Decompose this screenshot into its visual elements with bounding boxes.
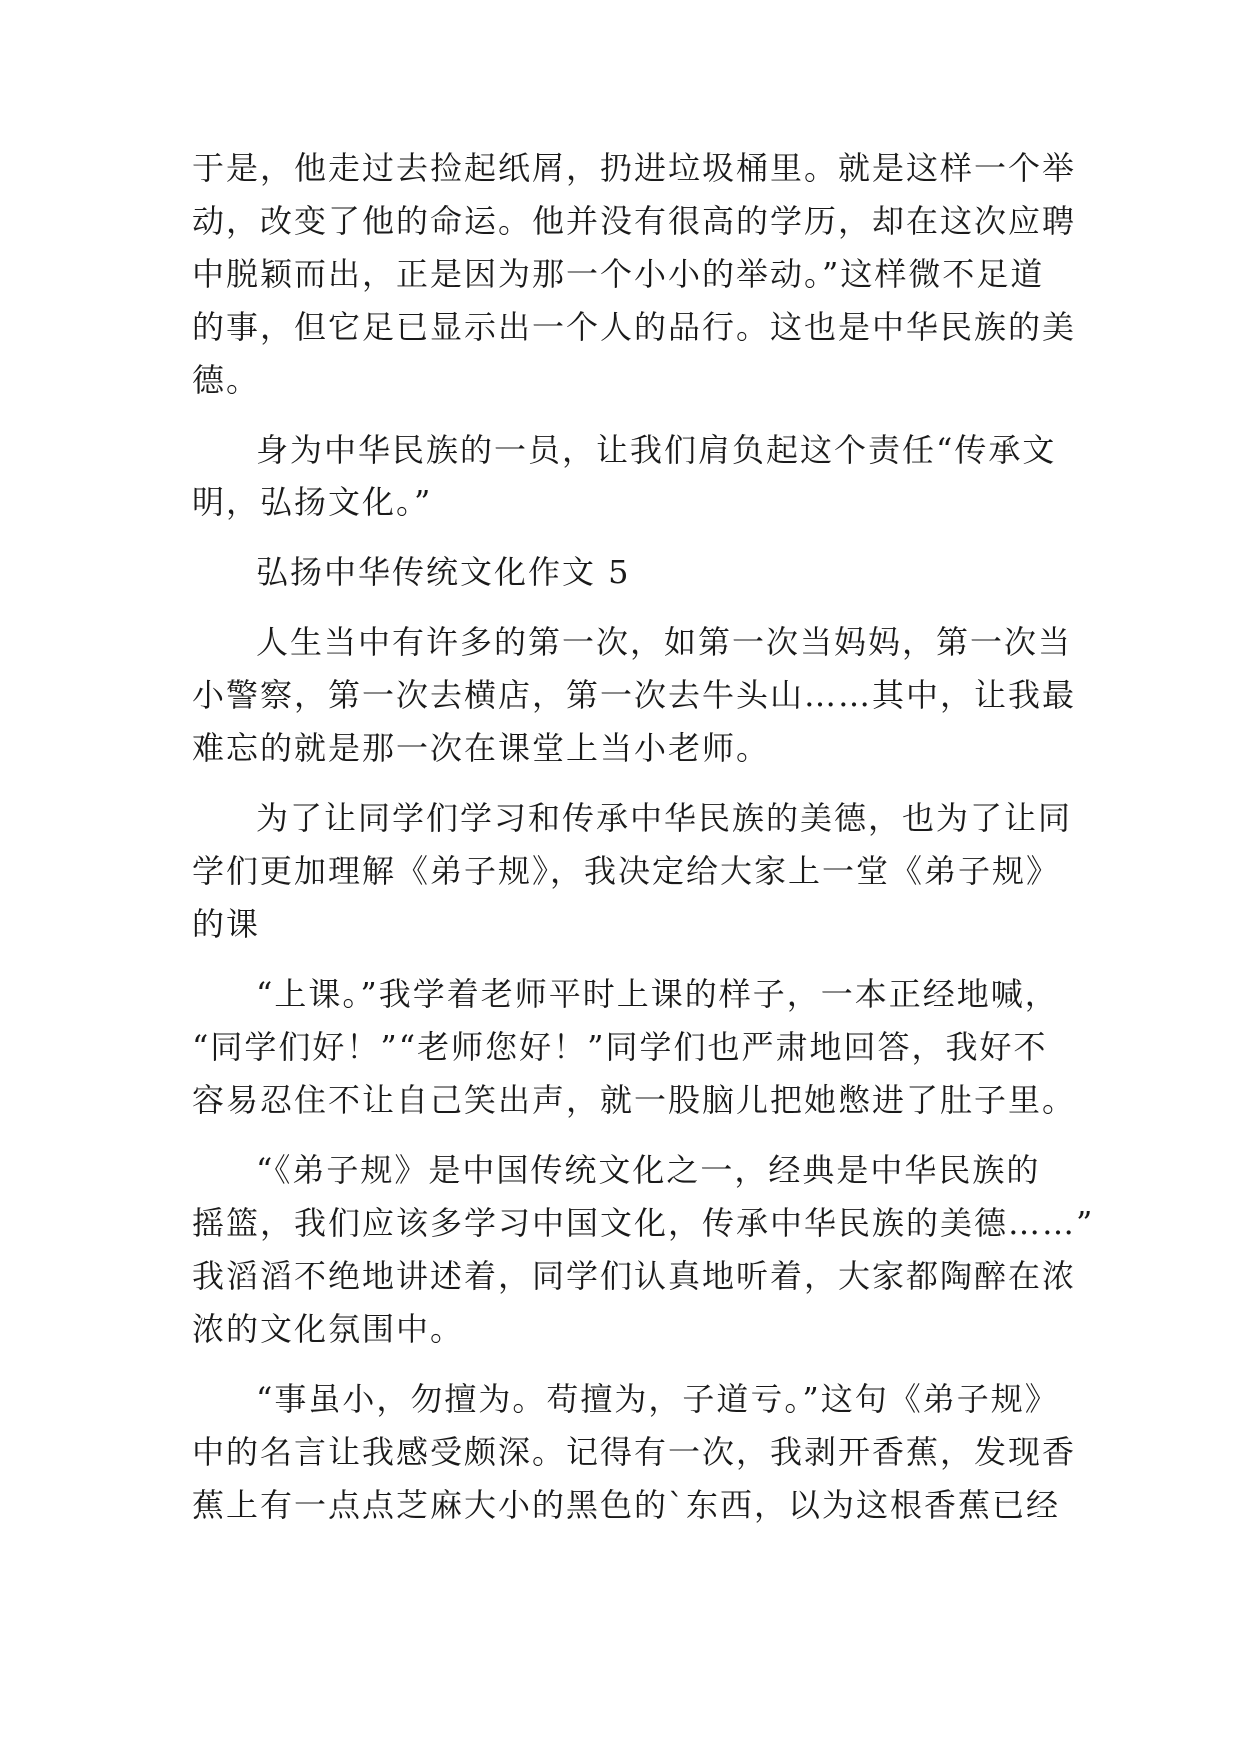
- text-line: 浓的文化氛围中。: [192, 1310, 465, 1348]
- text-line: 中的名言让我感受颇深。记得有一次，我剥开香蕉，发现香: [192, 1433, 1077, 1471]
- text-line: “同学们好！”“老师您好！”同学们也严肃地回答，我好不: [192, 1028, 1048, 1066]
- text-line: 为了让同学们学习和传承中华民族的美德，也为了让同: [256, 799, 1073, 837]
- text-line: 人生当中有许多的第一次，如第一次当妈妈，第一次当: [256, 623, 1073, 661]
- text-line: 的事，但它足已显示出一个人的品行。这也是中华民族的美: [192, 308, 1077, 346]
- text-line: “事虽小，勿擅为。苟擅为，子道亏。”这句《弟子规》: [256, 1380, 1059, 1418]
- text-line: 小警察，第一次去横店，第一次去牛头山……其中，让我最: [192, 676, 1077, 714]
- text-line: 明，弘扬文化。”: [192, 483, 433, 521]
- text-line: 难忘的就是那一次在课堂上当小老师。: [192, 729, 771, 767]
- text-line: 中脱颖而出，正是因为那一个小小的举动。”这样微不足道: [192, 255, 1045, 293]
- text-line: “上课。”我学着老师平时上课的样子，一本正经地喊，: [256, 975, 1059, 1013]
- section-heading: 弘扬中华传统文化作文 5: [256, 553, 631, 591]
- text-line: 德。: [192, 361, 261, 399]
- text-line: 身为中华民族的一员，让我们肩负起这个责任“传承文: [256, 431, 1057, 469]
- text-line: 容易忍住不让自己笑出声，就一股脑儿把她憋进了肚子里。: [192, 1081, 1077, 1119]
- text-line: “《弟子规》是中国传统文化之一，经典是中华民族的: [256, 1151, 1041, 1189]
- text-line: 蕉上有一点点芝麻大小的黑色的`东西，以为这根香蕉已经: [192, 1486, 1061, 1524]
- text-line: 我滔滔不绝地讲述着，同学们认真地听着，大家都陶醉在浓: [192, 1257, 1077, 1295]
- text-line: 摇篮，我们应该多学习中国文化，传承中华民族的美德……”: [192, 1204, 1095, 1242]
- text-line: 动，改变了他的命运。他并没有很高的学历，却在这次应聘: [192, 202, 1077, 240]
- text-line: 学们更加理解《弟子规》，我决定给大家上一堂《弟子规》: [192, 852, 1061, 890]
- text-line: 于是，他走过去捡起纸屑，扔进垃圾桶里。就是这样一个举: [192, 149, 1077, 187]
- text-line: 的课: [192, 905, 261, 943]
